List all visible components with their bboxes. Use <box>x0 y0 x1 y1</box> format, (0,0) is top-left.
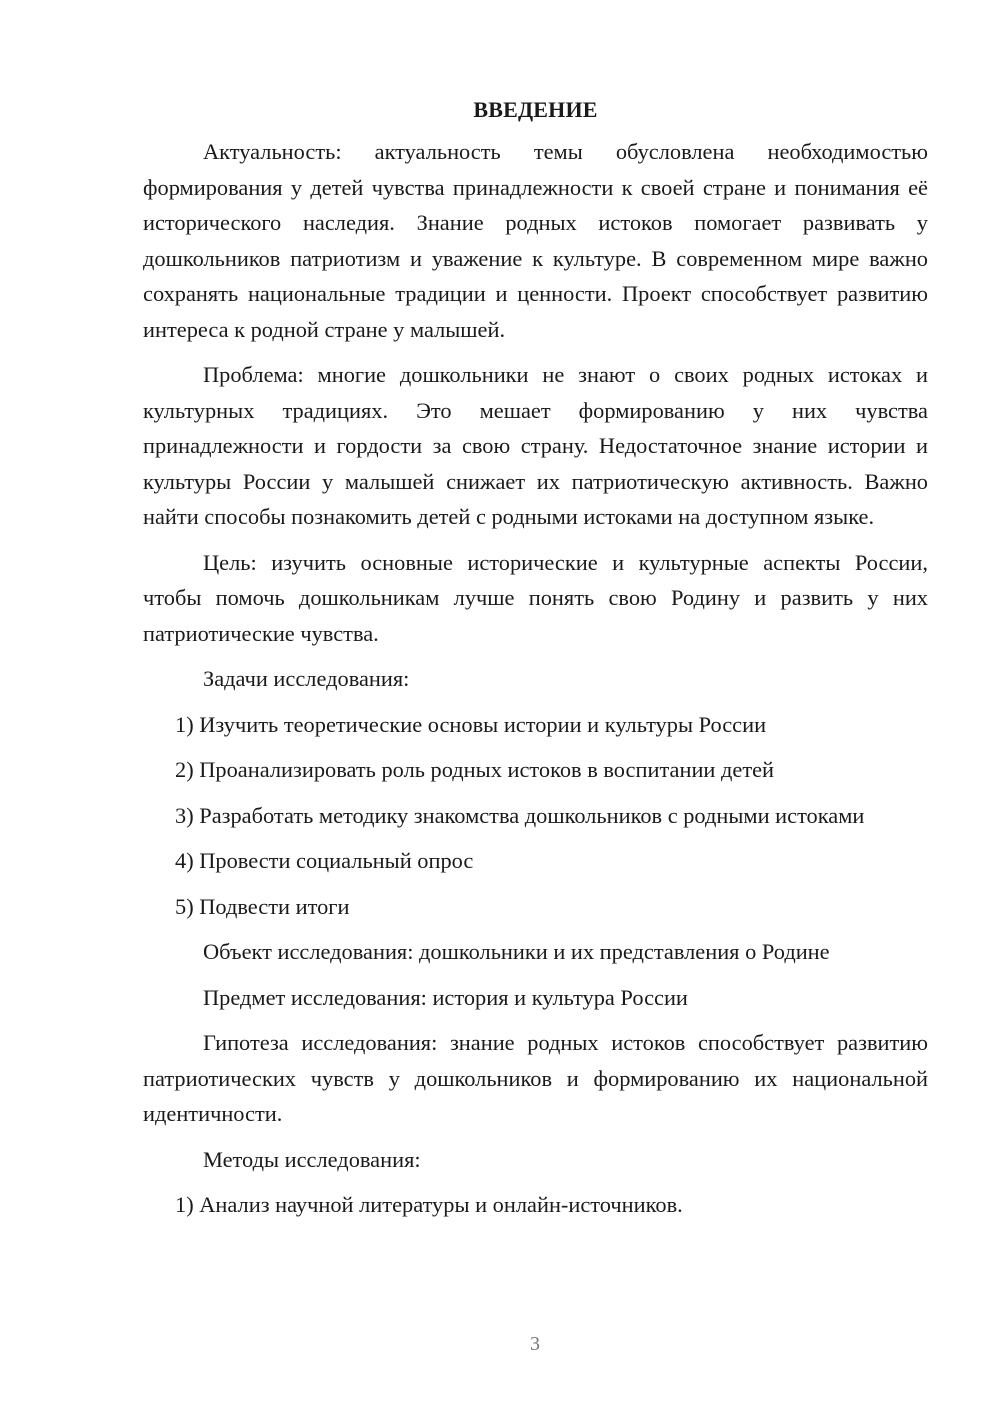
spacer <box>143 697 928 707</box>
subject-paragraph: Предмет исследования: история и культура России <box>203 984 688 1010</box>
task-item: 5) Подвести итоги <box>175 893 350 919</box>
spacer <box>143 924 928 934</box>
spacer <box>143 1015 928 1025</box>
methods-heading: Методы исследования: <box>203 1146 421 1172</box>
spacer <box>143 651 928 661</box>
spacer <box>143 970 928 980</box>
problem-paragraph: Проблема: многие дошкольники не знают о своих родных истоках и культурных традициях. Это мешает формированию у них чувства принадлежности и гордости за свою страну. Недостаточное знание истории и культуры России у малышей снижает их патриотическую активность. Важно найти способы познакомить детей с родными истоками на доступном языке. <box>143 362 928 529</box>
spacer <box>143 1132 928 1142</box>
spacer <box>143 788 928 798</box>
object-paragraph: Объект исследования: дошкольники и их представления о Родине <box>203 939 830 964</box>
relevance-paragraph: Актуальность: актуальность темы обусловлена необходимостью формирования у детей чувства принадлежности к своей стране и понимания её исторического наследия. Знание родных истоков помогает развивать у дошкольников патриотизм и уважение к культуре. В современном мире важно сохранять национальные традиции и ценности. Проект способствует развитию интереса к родной стране у малышей. <box>143 139 928 342</box>
spacer <box>143 742 928 752</box>
spacer <box>143 879 928 889</box>
method-item: 1) Анализ научной литературы и онлайн-источников. <box>175 1192 683 1217</box>
spacer <box>143 535 928 545</box>
task-item: 4) Провести социальный опрос <box>175 848 474 873</box>
document-page <box>143 92 928 1223</box>
task-item: 1) Изучить теоретические основы истории и культуры России <box>175 711 767 737</box>
spacer <box>143 347 928 357</box>
spacer <box>143 1177 928 1187</box>
task-item: 2) Проанализировать роль родных истоков в воспитании детей <box>175 757 775 782</box>
spacer <box>143 833 928 843</box>
task-item: 3) Разработать методику знакомства дошкольников с родными истоками <box>175 802 865 828</box>
hypothesis-paragraph: Гипотеза исследования: знание родных истоков способствует развитию патриотических чувств у дошкольников и формированию их национальной идентичности. <box>143 1030 928 1126</box>
goal-paragraph: Цель: изучить основные исторические и культурные аспекты России, чтобы помочь дошкольникам лучше понять свою Родину и развить у них патриотические чувства. <box>143 549 928 646</box>
page-number: 3 <box>530 1333 540 1355</box>
tasks-heading: Задачи исследования: <box>203 666 410 691</box>
page-title: ВВЕДЕНИЕ <box>473 97 598 122</box>
